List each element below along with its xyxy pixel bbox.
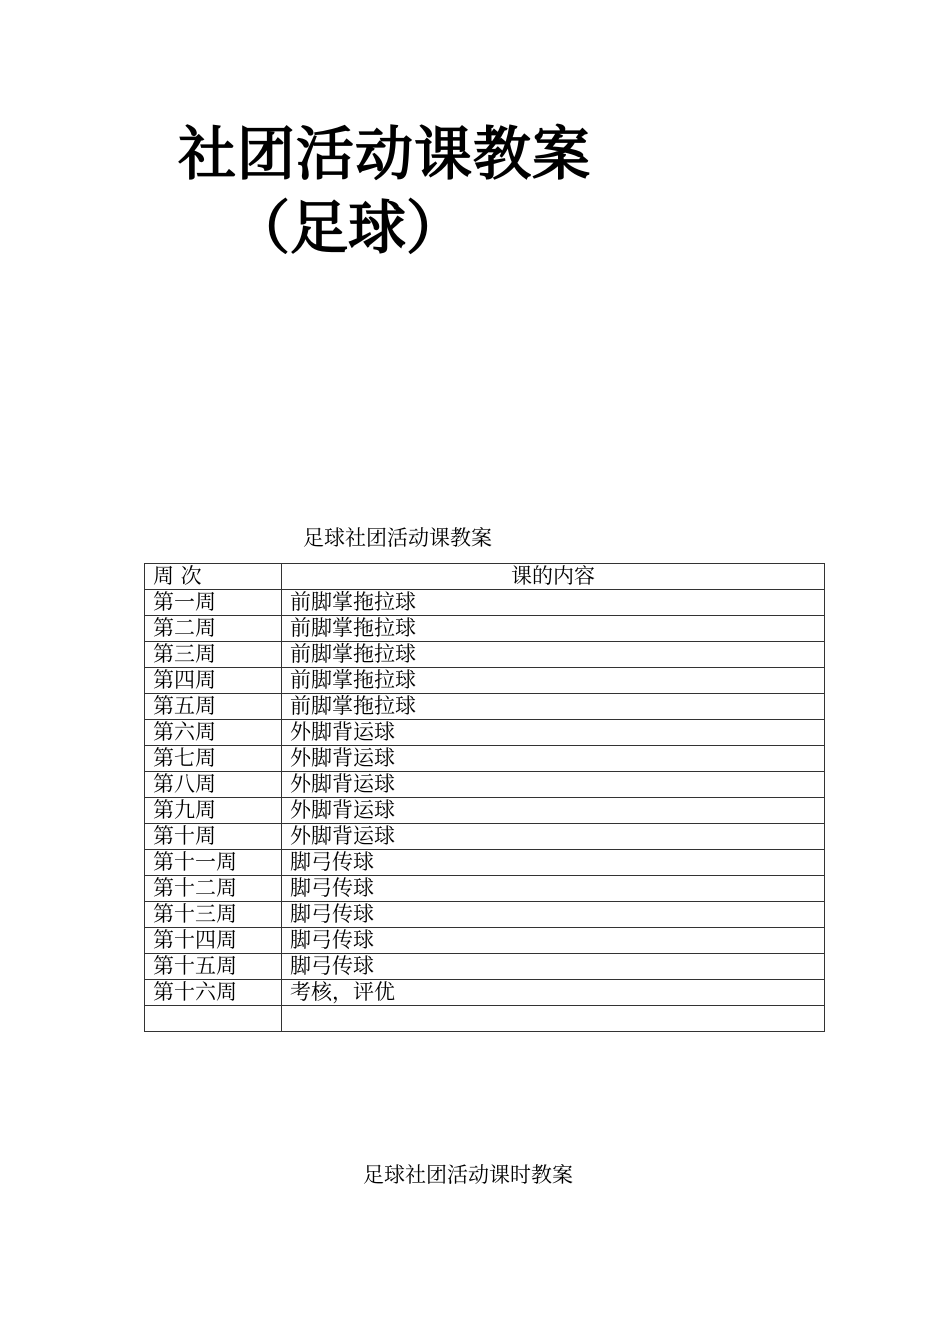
cell-week: 第十周 bbox=[145, 824, 282, 850]
cell-content: 前脚掌拖拉球 bbox=[282, 668, 825, 694]
table-caption: 足球社团活动课教案 bbox=[303, 526, 492, 550]
table-row bbox=[145, 954, 825, 980]
table-row bbox=[145, 642, 825, 668]
cell-week: 第十四周 bbox=[145, 928, 282, 954]
cell-week: 第三周 bbox=[145, 642, 282, 668]
table-row bbox=[145, 668, 825, 694]
cell-week: 第十三周 bbox=[145, 902, 282, 928]
cell-content: 外脚背运球 bbox=[282, 824, 825, 850]
cell-content: 前脚掌拖拉球 bbox=[282, 616, 825, 642]
table-row bbox=[145, 928, 825, 954]
cell-content: 考核，评优 bbox=[282, 980, 825, 1006]
header-content: 课的内容 bbox=[282, 564, 825, 590]
cell-week: 第九周 bbox=[145, 798, 282, 824]
cell-content: 外脚背运球 bbox=[282, 720, 825, 746]
cell-content: 脚弓传球 bbox=[282, 850, 825, 876]
table-row bbox=[145, 798, 825, 824]
table-row bbox=[145, 902, 825, 928]
section-caption: 足球社团活动课时教案 bbox=[363, 1163, 573, 1187]
cell-content bbox=[282, 1006, 825, 1032]
cell-week: 第二周 bbox=[145, 616, 282, 642]
table-row bbox=[145, 980, 825, 1006]
table-row bbox=[145, 772, 825, 798]
cell-content: 外脚背运球 bbox=[282, 746, 825, 772]
table-header-row bbox=[145, 564, 825, 590]
table-row bbox=[145, 616, 825, 642]
schedule-table bbox=[144, 563, 825, 1032]
table-row bbox=[145, 590, 825, 616]
cell-week: 第十六周 bbox=[145, 980, 282, 1006]
header-week: 周 次 bbox=[145, 564, 282, 590]
cell-content: 前脚掌拖拉球 bbox=[282, 590, 825, 616]
cell-week bbox=[145, 1006, 282, 1032]
cell-week: 第六周 bbox=[145, 720, 282, 746]
cell-content: 外脚背运球 bbox=[282, 772, 825, 798]
cell-week: 第一周 bbox=[145, 590, 282, 616]
cell-content: 脚弓传球 bbox=[282, 928, 825, 954]
cell-content: 脚弓传球 bbox=[282, 876, 825, 902]
cell-week: 第十二周 bbox=[145, 876, 282, 902]
table-row bbox=[145, 746, 825, 772]
schedule-table-body bbox=[145, 590, 825, 1032]
cell-week: 第十五周 bbox=[145, 954, 282, 980]
table-row bbox=[145, 850, 825, 876]
cell-content: 脚弓传球 bbox=[282, 902, 825, 928]
table-row bbox=[145, 876, 825, 902]
cell-content: 前脚掌拖拉球 bbox=[282, 694, 825, 720]
cell-week: 第五周 bbox=[145, 694, 282, 720]
cell-week: 第七周 bbox=[145, 746, 282, 772]
cell-week: 第十一周 bbox=[145, 850, 282, 876]
table-row bbox=[145, 1006, 825, 1032]
cell-content: 外脚背运球 bbox=[282, 798, 825, 824]
cell-week: 第四周 bbox=[145, 668, 282, 694]
cell-content: 脚弓传球 bbox=[282, 954, 825, 980]
table-row bbox=[145, 694, 825, 720]
cell-content: 前脚掌拖拉球 bbox=[282, 642, 825, 668]
cell-week: 第八周 bbox=[145, 772, 282, 798]
document-subtitle: （足球） bbox=[232, 194, 465, 262]
table-row bbox=[145, 720, 825, 746]
table-row bbox=[145, 824, 825, 850]
document-title: 社团活动课教案 bbox=[178, 120, 592, 188]
